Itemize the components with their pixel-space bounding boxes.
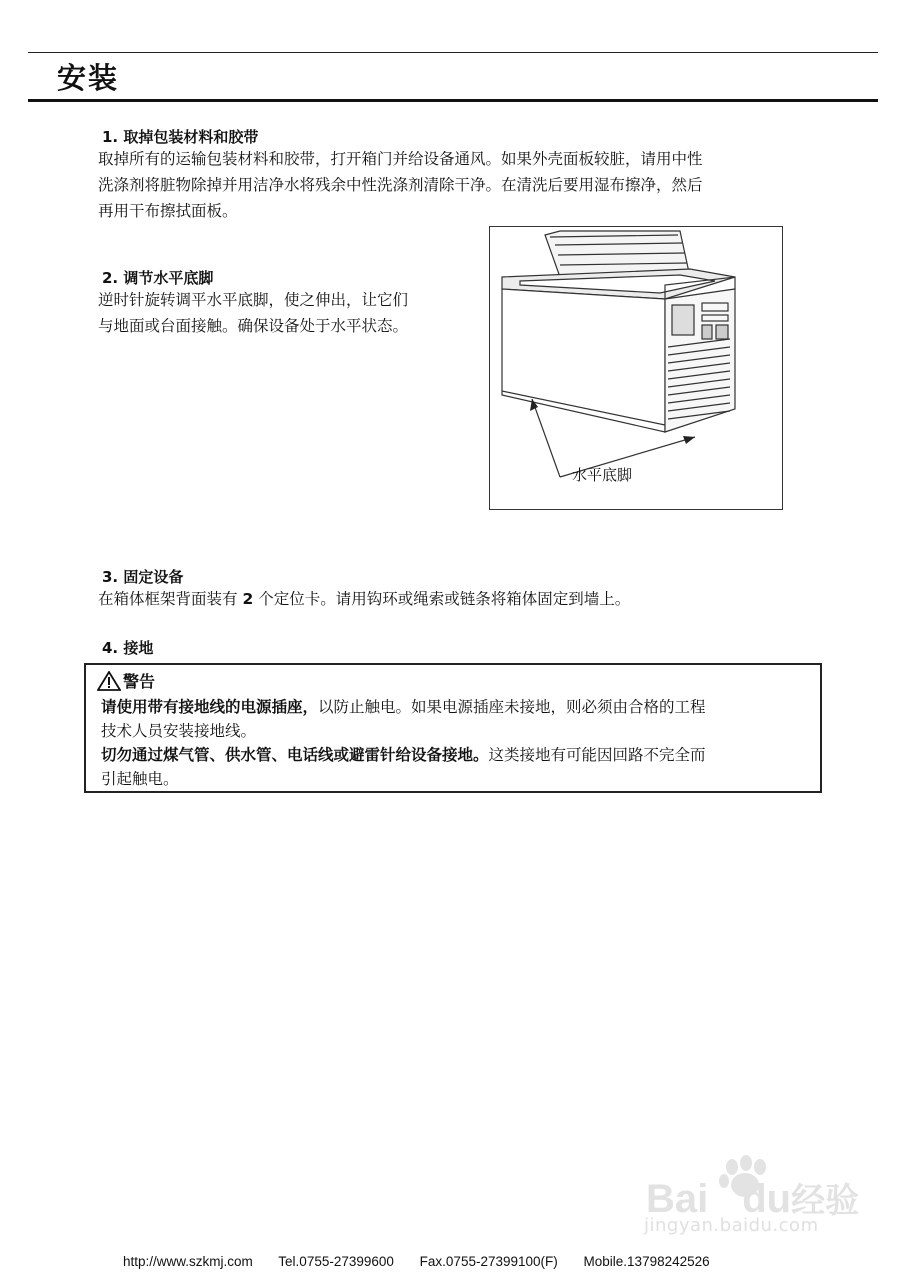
warning-p2-line1: 这类接地有可能因回路不完全而 xyxy=(488,746,706,764)
section-3-text-pre: 在箱体框架背面装有 xyxy=(98,590,238,608)
top-rule xyxy=(28,52,878,53)
section-2-line: 与地面或台面接触。确保设备处于水平状态。 xyxy=(98,317,409,335)
warning-p2-line2: 引起触电。 xyxy=(101,770,179,788)
footer-mobile: Mobile.13798242526 xyxy=(583,1254,710,1269)
section-1-line: 取掉所有的运输包装材料和胶带，打开箱门并给设备通风。如果外壳面板较脏，请用中性 xyxy=(98,150,703,168)
warning-triangle-icon xyxy=(97,671,121,691)
watermark-url: jingyan.baidu.com xyxy=(644,1215,819,1236)
watermark-brand: Bai xyxy=(646,1177,709,1221)
warning-p1-bold: 请使用带有接地线的电源插座， xyxy=(101,698,319,716)
section-1-heading: 1. 取掉包装材料和胶带 xyxy=(102,128,259,146)
footer-fax: Fax.0755-27399100(F) xyxy=(419,1254,558,1269)
section-3-text-post: 个定位卡。请用钩环或绳索或链条将箱体固定到墙上。 xyxy=(258,590,631,608)
freezer-illustration xyxy=(489,226,783,510)
section-2-body xyxy=(98,287,468,339)
freezer-drawing xyxy=(490,227,782,509)
warning-p1-line2: 技术人员安装接地线。 xyxy=(101,722,257,740)
warning-p1-line1: 以防止触电。如果电源插座未接地，则必须由合格的工程 xyxy=(318,698,706,716)
title-underline xyxy=(28,99,878,102)
footer xyxy=(123,1254,732,1269)
watermark-brand-cn: 经验 xyxy=(791,1182,860,1220)
section-2-heading: 2. 调节水平底脚 xyxy=(102,269,214,287)
section-4-heading: 4. 接地 xyxy=(102,639,154,657)
section-2-line: 逆时针旋转调平水平底脚，使之伸出，让它们 xyxy=(98,291,409,309)
watermark-brand2: du xyxy=(742,1177,792,1221)
warning-p2-bold: 切勿通过煤气管、供水管、电话线或避雷针给设备接地。 xyxy=(101,746,489,764)
section-3-body xyxy=(98,586,838,612)
section-3-count: 2 xyxy=(242,590,254,608)
page-title: 安装 xyxy=(57,61,120,95)
section-1-body xyxy=(98,146,813,224)
warning-title: 警告 xyxy=(123,672,156,691)
baidu-watermark xyxy=(640,1155,860,1235)
footer-tel: Tel.0755-27399600 xyxy=(278,1254,394,1269)
section-1-line: 再用干布擦拭面板。 xyxy=(98,202,238,220)
footer-website: http://www.szkmj.com xyxy=(123,1254,253,1269)
warning-header xyxy=(97,669,155,692)
warning-text xyxy=(101,695,811,791)
section-1-line: 洗涤剂将脏物除掉并用洁净水将残余中性洗涤剂清除干净。在清洗后要用湿布擦净，然后 xyxy=(98,176,703,194)
section-3-heading: 3. 固定设备 xyxy=(102,568,184,586)
figure-label: 水平底脚 xyxy=(572,466,633,484)
